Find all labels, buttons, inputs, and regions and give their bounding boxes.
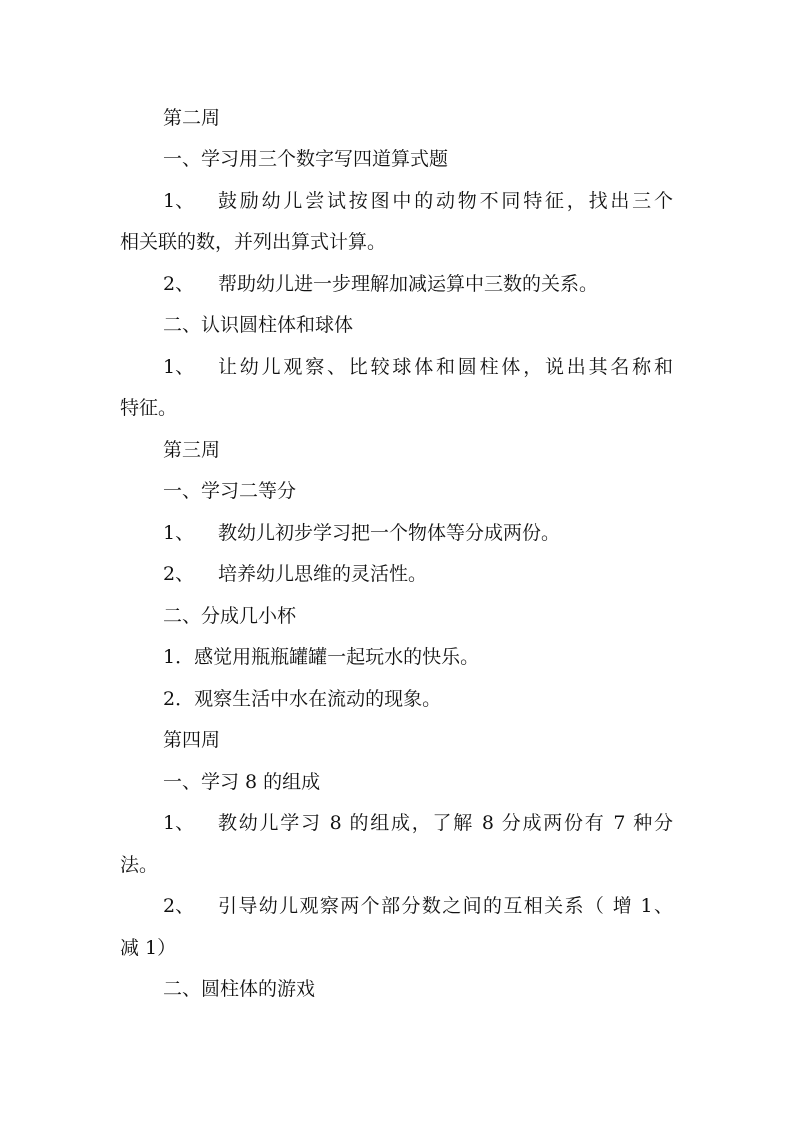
item-text: 教幼儿学习 8 的组成，了解 8 分成两份有 7 种分 (218, 812, 673, 834)
week2-section2-item1-cont: 特征。 (120, 397, 178, 419)
week2-section1-item1 (163, 189, 673, 213)
week4-section1-item1 (163, 811, 673, 835)
item-text: 鼓励幼儿尝试按图中的动物不同特征，找出三个 (218, 190, 673, 212)
item-number: 1、 (163, 356, 195, 378)
item-text: 帮助幼儿进一步理解加减运算中三数的关系。 (218, 273, 599, 295)
week2-section2-item1 (163, 355, 673, 379)
week2-section1-item1-cont: 相关联的数，并列出算式计算。 (120, 231, 387, 253)
week3-section2-item2: 2．观察生活中水在流动的现象。 (163, 688, 442, 710)
week3-section1-item2 (163, 562, 427, 586)
item-text: 让幼儿观察、比较球体和圆柱体，说出其名称和 (218, 356, 673, 378)
item-number: 2、 (163, 273, 195, 295)
week4-section2-title: 二、圆柱体的游戏 (163, 978, 316, 1000)
week3-section2-item1: 1．感觉用瓶瓶罐罐一起玩水的快乐。 (163, 646, 480, 668)
week2-section1-title: 一、学习用三个数字写四道算式题 (163, 148, 449, 170)
week2-section1-item2 (163, 272, 598, 296)
week3-section2-title: 二、分成几小杯 (163, 605, 297, 627)
item-number: 1、 (163, 522, 195, 544)
item-number: 1、 (163, 812, 195, 834)
item-number: 2、 (163, 895, 195, 917)
week4-section1-item1-cont: 法。 (120, 854, 159, 876)
week3-section1-title: 一、学习二等分 (163, 480, 297, 502)
item-text: 教幼儿初步学习把一个物体等分成两份。 (218, 522, 561, 544)
week2-heading: 第二周 (163, 107, 221, 129)
item-number: 2、 (163, 563, 195, 585)
item-number: 1、 (163, 190, 195, 212)
week4-section1-title: 一、学习 8 的组成 (163, 771, 321, 793)
week4-section1-item2-cont: 减 1） (120, 937, 177, 959)
item-text: 引导幼儿观察两个部分数之间的互相关系（ 增 1、 (218, 895, 673, 917)
week4-section1-item2 (163, 894, 673, 918)
item-text: 培养幼儿思维的灵活性。 (218, 563, 428, 585)
week3-section1-item1 (163, 521, 560, 545)
week3-heading: 第三周 (163, 439, 221, 461)
week2-section2-title: 二、认识圆柱体和球体 (163, 314, 354, 336)
week4-heading: 第四周 (163, 729, 221, 751)
